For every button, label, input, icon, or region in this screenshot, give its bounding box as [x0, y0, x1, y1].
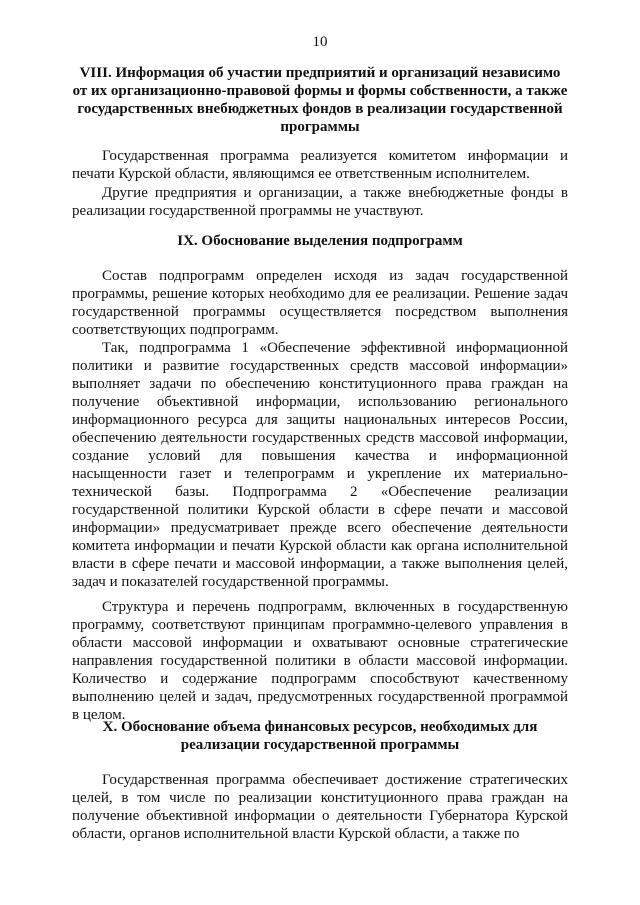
section-ix-paragraph-1: Состав подпрограмм определен исходя из задач государственной программы, решение которых необходимо для ее реализации. Решение задач государственной программы осуществляется посредством выполнения соответствующих подпрограмм.: [72, 268, 568, 338]
section-heading-viii: VIII. Информация об участии предприятий и организаций независимо от их организационно-правовой формы и формы собственности, а также государственных внебюджетных фондов в реализации государственной программы: [72, 65, 568, 135]
section-ix-paragraph-2: Так, подпрограмма 1 «Обеспечение эффективной информационной политики и развитие государственных средств массовой информации» выполняет задачи по обеспечению конституционного права граждан на получение объективной информации, использованию регионального информационного ресурса для защиты национальных интересов России, обеспечению деятельности государственных средств массовой информации, создание условий для повышения качества и информационной насыщенности газет и телепрограмм и укрепление их материально-технической базы. Подпрограмма 2 «Обеспечение реализации государственной политики Курской области в сфере печати и массовой информации» предусматривает прежде всего обеспечение деятельности комитета информации и печати Курской области как органа исполнительной власти в сфере печати и массовой информации, а также выполнения целей, задач и показателей государственной программы.: [72, 340, 568, 590]
section-x-paragraph-1: Государственная программа обеспечивает достижение стратегических целей, в том числе по реализации конституционного права граждан на получение объективной информации о деятельности Губернатора Курской области, органов исполнительной власти Курской области, а также по: [72, 772, 568, 842]
section-ix-paragraph-3: Структура и перечень подпрограмм, включенных в государственную программу, соответствуют принципам программно-целевого управления в области массовой информации и охватывают основные стратегические направления государственной политики в области массовой информации. Количество и содержание подпрограмм способствуют качественному выполнению целей и задач, предусмотренных государственной программой в целом.: [72, 599, 568, 723]
page-number: 10: [312, 34, 328, 50]
section-heading-ix: IX. Обоснование выделения подпрограмм: [177, 233, 463, 249]
section-viii-paragraph-1: Государственная программа реализуется комитетом информации и печати Курской области, являющимся ее ответственным исполнителем.: [72, 148, 568, 182]
section-heading-x: X. Обоснование объема финансовых ресурсов, необходимых для реализации государственной программы: [102, 719, 538, 753]
section-viii-paragraph-2: Другие предприятия и организации, а также внебюджетные фонды в реализации государственной программы не участвуют.: [72, 185, 568, 219]
